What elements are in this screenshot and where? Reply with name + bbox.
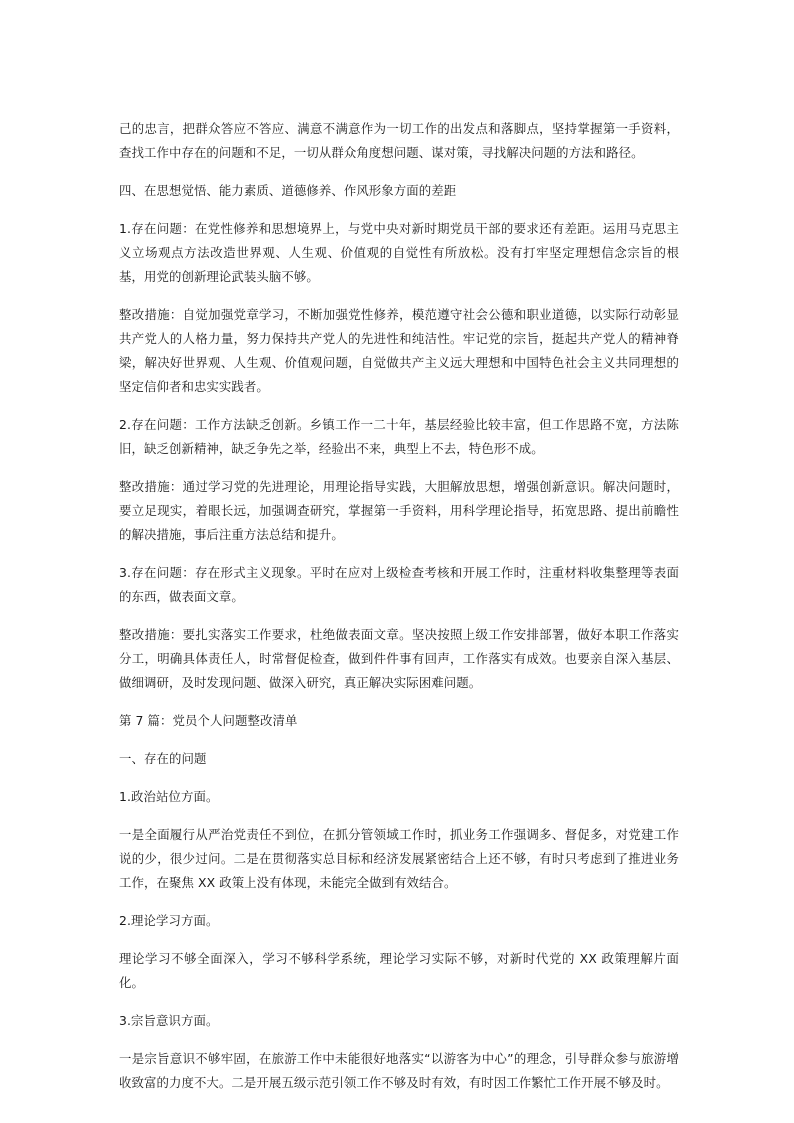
subheading-political: 1.政治站位方面。 bbox=[119, 789, 219, 804]
measure-2: 整改措施：通过学习党的先进理论，用理论指导实践，大胆解放思想，增强创新意识。解决问题时，要立足现实，着眼长远，加强调查研究，掌握第一手资料，用科学理论指导，拓宽思路、提出前瞻性的解决措施，事后注重方法总结和提升。 bbox=[119, 479, 679, 542]
subheading-theory: 2.理论学习方面。 bbox=[119, 913, 219, 928]
purpose-text: 一是宗旨意识不够牢固，在旅游工作中未能很好地落实“以游客为中心”的理念，引导群众参与旅游增收致富的力度不大。二是开展五级示范引领工作不够及时有效，有时因工作繁忙工作开展不够及时。 bbox=[119, 1051, 679, 1090]
problem-2: 2.存在问题：工作方法缺乏创新。乡镇工作一二十年，基层经验比较丰富，但工作思路不宽，方法陈旧，缺乏创新精神，缺乏争先之举，经验出不来，典型上不去，特色形不成。 bbox=[119, 417, 679, 456]
section-heading-problems: 一、存在的问题 bbox=[119, 751, 207, 766]
section-heading-gaps: 四、在思想觉悟、能力素质、道德修养、作风形象方面的差距 bbox=[119, 183, 457, 198]
measure-1: 整改措施：自觉加强党章学习，不断加强党性修养，模范遵守社会公德和职业道德，以实际行动彰显共产党人的人格力量，努力保持共产党人的先进性和纯洁性。牢记党的宗旨，挺起共产党人的精神脊梁，解决好世界观、人生观、价值观问题，自觉做共产主义远大理想和中国特色社会主义共同理想的坚定信仰者和忠实实践者。 bbox=[119, 307, 679, 394]
document-page bbox=[119, 117, 679, 1109]
problem-1: 1.存在问题：在党性修养和思想境界上，与党中央对新时期党员干部的要求还有差距。运用马克思主义立场观点方法改造世界观、人生观、价值观的自觉性有所放松。没有打牢坚定理想信念宗旨的根基，用党的创新理论武装头脑不够。 bbox=[119, 221, 679, 284]
article-title: 第 7 篇：党员个人问题整改清单 bbox=[119, 713, 298, 728]
problem-3: 3.存在问题：存在形式主义现象。平时在应对上级检查考核和开展工作时，注重材料收集整理等表面的东西，做表面文章。 bbox=[119, 565, 679, 604]
measure-3: 整改措施：要扎实落实工作要求，杜绝做表面文章。坚决按照上级工作安排部署，做好本职工作落实分工，明确具体责任人，时常督促检查，做到件件事有回声，工作落实有成效。也要亲自深入基层、做细调研，及时发现问题、做深入研究，真正解决实际困难问题。 bbox=[119, 627, 679, 690]
paragraph-continuation: 己的忠言，把群众答应不答应、满意不满意作为一切工作的出发点和落脚点，坚持掌握第一手资料，查找工作中存在的问题和不足，一切从群众角度想问题、谋对策，寻找解决问题的方法和路径。 bbox=[119, 121, 679, 160]
political-text: 一是全面履行从严治党责任不到位，在抓分管领域工作时，抓业务工作强调多、督促多，对党建工作说的少，很少过问。二是在贯彻落实总目标和经济发展紧密结合上还不够，有时只考虑到了推进业务工作，在聚焦 XX 政策上没有体现，未能完全做到有效结合。 bbox=[119, 827, 679, 890]
theory-text: 理论学习不够全面深入，学习不够科学系统，理论学习实际不够，对新时代党的 XX 政策理解片面化。 bbox=[119, 951, 679, 990]
subheading-purpose: 3.宗旨意识方面。 bbox=[119, 1013, 219, 1028]
